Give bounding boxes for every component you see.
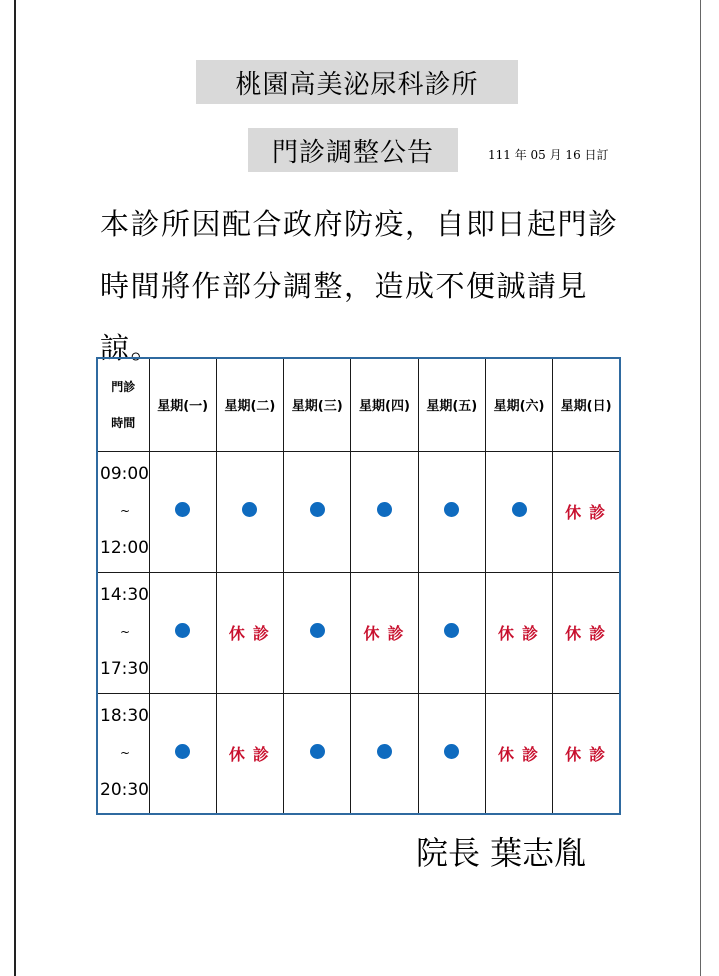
schedule-cell-mon [149, 451, 216, 572]
time-separator: ~ [120, 745, 131, 760]
closed-label: 休診 [498, 744, 547, 764]
schedule-cell-sat [485, 451, 552, 572]
schedule-cell-thu [351, 451, 418, 572]
schedule-cell-tue [216, 451, 283, 572]
closed-label: 休診 [565, 503, 614, 522]
time-end: 20:30 [100, 779, 149, 800]
time-start: 09:00 [100, 464, 149, 484]
director-signature: 院長 葉志胤 [416, 834, 587, 872]
schedule-cell-thu [351, 572, 418, 693]
closed-label: 休診 [565, 744, 614, 764]
day-header-sun: 星期(日) [553, 358, 620, 451]
page-border-left [14, 0, 16, 976]
schedule-cell-fri [418, 693, 485, 814]
closed-label: 休診 [228, 744, 277, 764]
corner-label-bottom: 時間 [111, 415, 136, 430]
day-header-fri: 星期(五) [418, 358, 485, 451]
time-end: 12:00 [100, 538, 149, 558]
day-header-sat: 星期(六) [485, 358, 552, 451]
closed-label: 休診 [228, 624, 277, 643]
day-header-tue: 星期(二) [216, 358, 283, 451]
time-start: 14:30 [100, 585, 149, 605]
day-header-mon: 星期(一) [149, 358, 216, 451]
schedule-cell-sat [485, 572, 552, 693]
open-dot-icon [444, 623, 459, 638]
schedule-cell-tue [216, 572, 283, 693]
schedule-cell-mon [149, 572, 216, 693]
corner-header-cell [97, 358, 149, 451]
time-slot-cell [97, 693, 149, 814]
clinic-title: 桃園高美泌尿科診所 [196, 60, 518, 104]
date-stamp: 111 年 05 月 16 日訂 [488, 148, 609, 162]
time-slot-cell [97, 451, 149, 572]
open-dot-icon [512, 502, 527, 517]
table-row [97, 451, 620, 572]
time-end: 17:30 [100, 659, 149, 679]
day-header-thu: 星期(四) [351, 358, 418, 451]
open-dot-icon [242, 502, 257, 517]
open-dot-icon [444, 502, 459, 517]
schedule-cell-mon [149, 693, 216, 814]
open-dot-icon [310, 623, 325, 638]
time-start: 18:30 [100, 705, 149, 726]
open-dot-icon [175, 502, 190, 517]
schedule-cell-wed [284, 693, 351, 814]
open-dot-icon [444, 744, 459, 759]
table-header-row [97, 358, 620, 451]
schedule-cell-fri [418, 451, 485, 572]
schedule-cell-tue [216, 693, 283, 814]
schedule-cell-sat [485, 693, 552, 814]
schedule-cell-fri [418, 572, 485, 693]
notice-paragraph: 本診所因配合政府防疫，自即日起門診時間將作部分調整，造成不便誠請見諒。 [100, 207, 619, 365]
corner-label-top: 門診 [111, 379, 136, 394]
table-row [97, 572, 620, 693]
day-header-wed: 星期(三) [284, 358, 351, 451]
closed-label: 休診 [363, 624, 412, 643]
time-separator: ~ [120, 625, 131, 639]
open-dot-icon [377, 744, 392, 759]
open-dot-icon [175, 623, 190, 638]
time-separator: ~ [120, 504, 131, 518]
closed-label: 休診 [498, 624, 547, 643]
schedule-cell-sun [553, 451, 620, 572]
page-border-right [700, 0, 701, 976]
closed-label: 休診 [565, 624, 614, 643]
open-dot-icon [310, 744, 325, 759]
schedule-cell-thu [351, 693, 418, 814]
schedule-cell-wed [284, 572, 351, 693]
schedule-cell-sun [553, 572, 620, 693]
announcement-title: 門診調整公告 [248, 128, 458, 172]
table-row [97, 693, 620, 814]
clinic-schedule-table [96, 357, 621, 815]
time-slot-cell [97, 572, 149, 693]
open-dot-icon [175, 744, 190, 759]
schedule-cell-sun [553, 693, 620, 814]
schedule-cell-wed [284, 451, 351, 572]
open-dot-icon [310, 502, 325, 517]
open-dot-icon [377, 502, 392, 517]
